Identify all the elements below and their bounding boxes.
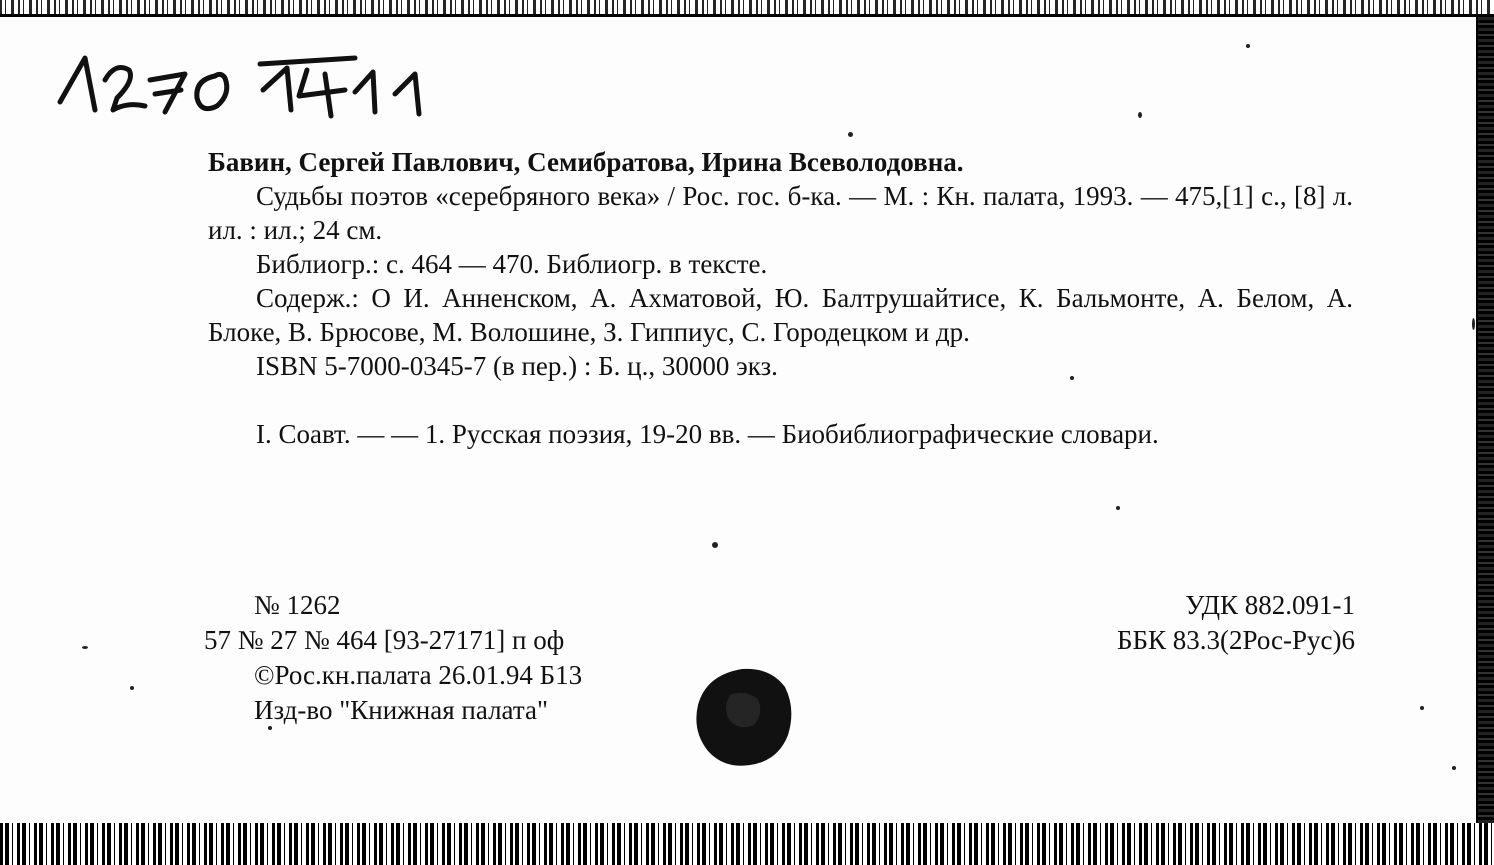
copyright-line: ©Рос.кн.палата 26.01.94 Б13 [254,660,583,690]
scan-speck [1070,376,1074,380]
scan-speck [1246,44,1250,48]
scan-speck [1452,766,1456,770]
bbk-code: ББК 83.3(2Рос-Рус)6 [1117,625,1355,655]
order-line: 57 № 27 № 464 [93-27171] п оф [204,625,565,655]
udk-code: УДК 882.091-1 [1185,590,1355,620]
title-description: Судьбы поэтов «серебряного века» / Рос. гос. б-ка. — М. : Кн. палата, 1993. — 475,[1] с., [8] л. ил. : ил.; 24 см. [208,181,1353,245]
scan-speck [1116,506,1120,510]
registration-block [204,588,764,728]
scan-edge-right [1478,14,1494,834]
isbn-line: ISBN 5-7000-0345-7 (в пер.) : Б. ц., 30000 экз. [256,351,778,381]
scan-speck [82,646,88,649]
scan-speck [130,686,134,690]
handwritten-accession-number [55,40,435,130]
bibliography-note: Библиогр.: с. 464 — 470. Библиогр. в тексте. [256,249,768,279]
classification-block [1020,588,1355,658]
scan-speck [268,726,272,730]
scan-edge-bottom [0,823,1494,865]
contents-note: Содерж.: О И. Анненском, А. Ахматовой, Ю. Балтрушайтисе, К. Бальмонте, А. Белом, А. Блоке, В. Брюсове, М. Волошине, З. Гиппиус, С. Городецком и др. [208,283,1353,347]
catalog-entry [208,145,1353,451]
scan-speck [848,132,853,137]
registration-number: № 1262 [254,590,341,620]
author-heading: Бавин, Сергей Павлович, Семибратова, Ирина Всеволодовна. [208,147,964,177]
scan-speck [1472,318,1475,330]
scan-edge-top-line [0,14,1494,17]
scan-edge-top [0,0,1494,14]
ink-blot [690,665,795,770]
subject-tracings: I. Соавт. — — 1. Русская поэзия, 19-20 вв. — Биобиблиографические словари. [256,419,1159,449]
publisher-line: Изд-во "Книжная палата" [254,695,548,725]
scan-speck [1420,706,1424,710]
scan-speck [712,542,718,548]
scan-speck [1138,112,1142,118]
